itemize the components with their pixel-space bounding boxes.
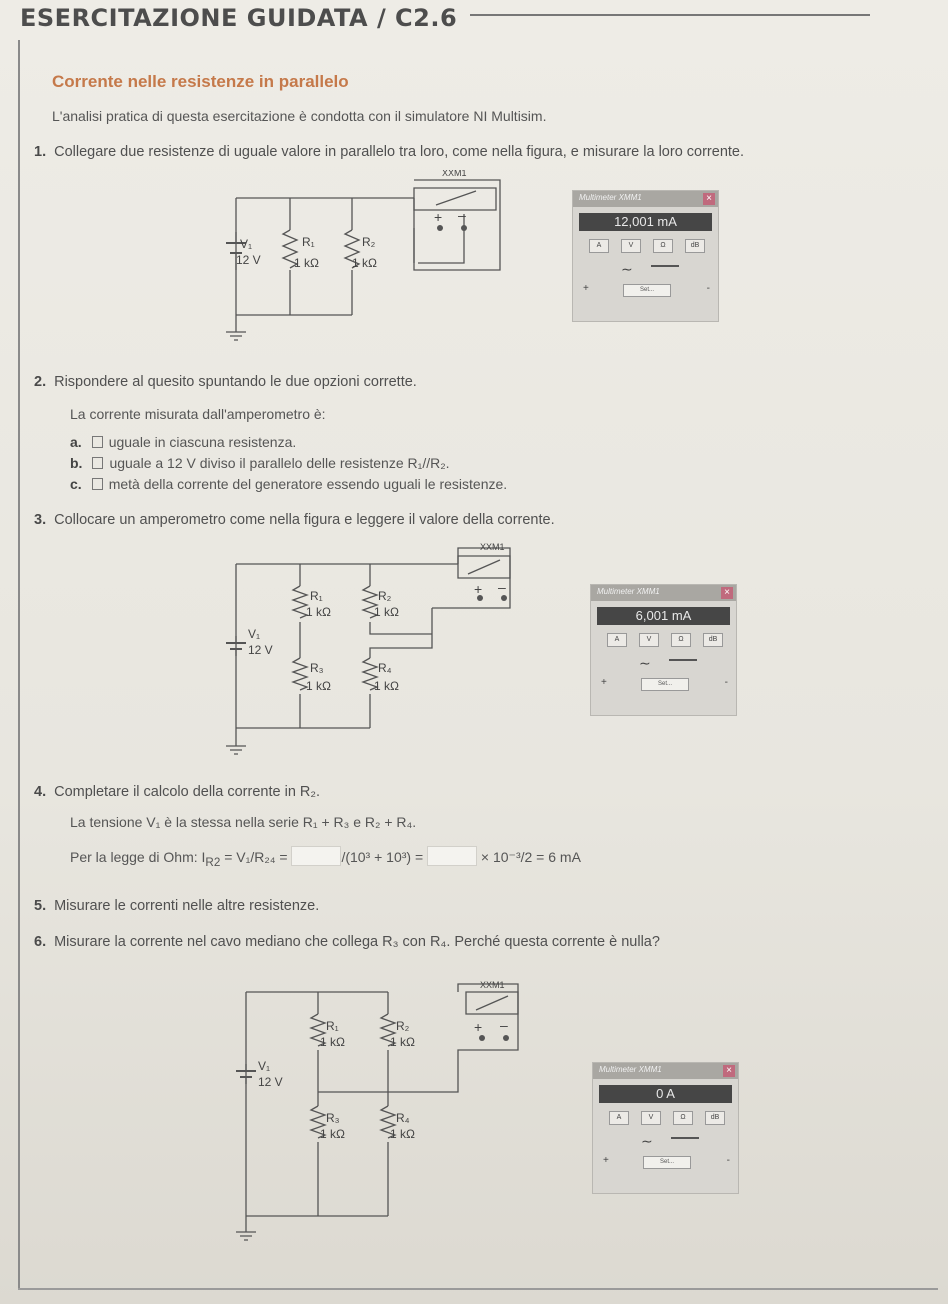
question-5-number: 5.: [34, 898, 47, 914]
circuit-2-r3-value: 1 kΩ: [306, 679, 331, 693]
ac-wave-icon[interactable]: ∼: [639, 655, 651, 671]
ohm-mode-button[interactable]: Ω: [673, 1111, 693, 1125]
circuit-2-r4-value: 1 kΩ: [374, 679, 399, 693]
circuit-2-source-name: V₁: [248, 627, 261, 641]
circuit-3-r2-value: 1 kΩ: [390, 1035, 415, 1049]
circuit-1-r2-label: R₂: [362, 235, 376, 249]
left-margin-rule: [18, 40, 20, 1290]
multimeter-1-mode-buttons: [585, 239, 707, 253]
intro-text: L'analisi pratica di questa esercitazione è condotta con il simulatore NI Multisim.: [52, 108, 547, 124]
option-c-checkbox[interactable]: [92, 478, 103, 490]
bottom-rule: [18, 1288, 938, 1290]
circuit-3-meter-label: XXM1: [480, 980, 505, 990]
multimeter-3-mode-buttons: [605, 1111, 727, 1125]
ampere-mode-button[interactable]: A: [589, 239, 609, 253]
circuit-2-minus: –: [498, 579, 506, 595]
circuit-1-plus: +: [434, 209, 443, 225]
circuit-2-source-value: 12 V: [248, 643, 273, 657]
circuit-2-meter-label: XXM1: [480, 542, 505, 552]
circuit-diagram-1: [190, 170, 520, 360]
option-c-text: metà della corrente del generatore essendo uguali le resistenze.: [108, 476, 508, 492]
circuit-1-r2-value: 1 kΩ: [352, 256, 377, 270]
multimeter-3-titlebar: [593, 1063, 738, 1079]
ampere-mode-button[interactable]: A: [607, 633, 627, 647]
answer-blank-2[interactable]: [427, 846, 477, 866]
circuit-2-r2-label: R₂: [378, 589, 392, 603]
circuit-2-r2-value: 1 kΩ: [374, 605, 399, 619]
question-1-number: 1.: [34, 144, 47, 160]
circuit-2-plus: +: [474, 581, 483, 597]
circuit-3-r1-label: R₁: [326, 1019, 339, 1033]
multimeter-2-plus-terminal: +: [601, 677, 607, 688]
circuit-1-r1-label: R₁: [302, 235, 315, 249]
circuit-3-r4-label: R₄: [396, 1111, 410, 1125]
question-2-text: Rispondere al quesito spuntando le due opzioni corrette.: [54, 374, 417, 390]
volt-mode-button[interactable]: V: [641, 1111, 661, 1125]
question-3: [34, 512, 555, 528]
circuit-3-r3-label: R₃: [326, 1111, 340, 1125]
ohm-law-prefix: Per la legge di Ohm: I: [70, 849, 206, 865]
multimeter-panel-1: [572, 190, 719, 322]
option-c: [70, 476, 507, 492]
multimeter-2-reading: 6,001 mA: [597, 607, 730, 625]
ohm-law-subscript: R2: [205, 855, 221, 869]
circuit-3-r2-label: R₂: [396, 1019, 410, 1033]
page-header-title: ESERCITAZIONE GUIDATA / C2.6: [20, 4, 458, 32]
circuit-1-source-value: 12 V: [236, 253, 261, 267]
db-mode-button[interactable]: dB: [685, 239, 705, 253]
multimeter-1-titlebar: [573, 191, 718, 207]
circuit-1-meter-label: XXM1: [442, 170, 467, 178]
multimeter-1-reading: 12,001 mA: [579, 213, 712, 231]
circuit-2-r4-label: R₄: [378, 661, 392, 675]
question-2-prompt: La corrente misurata dall'amperometro è:: [70, 406, 326, 422]
close-icon[interactable]: ×: [703, 193, 715, 205]
question-3-text: Collocare un amperometro come nella figura e leggere il valore della corrente.: [54, 512, 555, 528]
header-rule: [470, 14, 870, 16]
multimeter-2-mode-buttons: [603, 633, 725, 647]
ac-wave-icon[interactable]: ∼: [641, 1133, 653, 1149]
option-b-checkbox[interactable]: [92, 457, 103, 469]
dc-line-icon[interactable]: [651, 265, 679, 267]
multimeter-2-set-button[interactable]: Set...: [641, 678, 689, 691]
option-a-text: uguale in ciascuna resistenza.: [108, 434, 297, 450]
option-b: [70, 455, 450, 471]
circuit-1-minus: –: [458, 207, 466, 223]
db-mode-button[interactable]: dB: [703, 633, 723, 647]
multimeter-panel-3: [592, 1062, 739, 1194]
db-mode-button[interactable]: dB: [705, 1111, 725, 1125]
circuit-3-minus: –: [500, 1017, 508, 1033]
question-4-text: Completare il calcolo della corrente in R₂.: [54, 784, 321, 800]
close-icon[interactable]: ×: [723, 1065, 735, 1077]
question-6-number: 6.: [34, 934, 47, 950]
volt-mode-button[interactable]: V: [621, 239, 641, 253]
circuit-2-r1-value: 1 kΩ: [306, 605, 331, 619]
ac-wave-icon[interactable]: ∼: [621, 261, 633, 277]
multimeter-3-title: Multimeter XMM1: [599, 1065, 662, 1074]
circuit-3-r1-value: 1 kΩ: [320, 1035, 345, 1049]
circuit-3-source-name: V₁: [258, 1059, 271, 1073]
circuit-3-r4-value: 1 kΩ: [390, 1127, 415, 1141]
option-c-letter: c.: [70, 476, 82, 492]
ohm-mode-button[interactable]: Ω: [653, 239, 673, 253]
question-6: [34, 934, 660, 950]
circuit-3-plus: +: [474, 1019, 483, 1035]
question-2-number: 2.: [34, 374, 47, 390]
option-b-text: uguale a 12 V diviso il parallelo delle resistenze R₁//R₂.: [109, 455, 450, 471]
multimeter-1-minus-terminal: -: [706, 283, 710, 294]
volt-mode-button[interactable]: V: [639, 633, 659, 647]
question-5-text: Misurare le correnti nelle altre resistenze.: [54, 898, 320, 914]
circuit-diagram-2: [210, 538, 540, 770]
question-5: [34, 898, 319, 914]
multimeter-2-title: Multimeter XMM1: [597, 587, 660, 596]
circuit-2-r1-label: R₁: [310, 589, 323, 603]
question-4-number: 4.: [34, 784, 47, 800]
ohm-law-result: × 10⁻³/2 = 6 mA: [480, 849, 581, 865]
section-title: Corrente nelle resistenze in parallelo: [52, 72, 349, 91]
close-icon[interactable]: ×: [721, 587, 733, 599]
circuit-1-r1-value: 1 kΩ: [294, 256, 319, 270]
ohm-law-middle: = V₁/R₂₄ =: [220, 849, 292, 865]
question-6-text: Misurare la corrente nel cavo mediano che collega R₃ con R₄. Perché questa corrente è nulla?: [54, 934, 660, 950]
option-b-letter: b.: [70, 455, 83, 471]
circuit-3-r3-value: 1 kΩ: [320, 1127, 345, 1141]
multimeter-2-titlebar: [591, 585, 736, 601]
circuit-2-r3-label: R₃: [310, 661, 324, 675]
question-1-text: Collegare due resistenze di uguale valore in parallelo tra loro, come nella figura, e misurare la loro corrente.: [54, 144, 745, 160]
option-a: [70, 434, 296, 450]
multimeter-panel-2: [590, 584, 737, 716]
option-a-checkbox[interactable]: [92, 436, 103, 448]
question-4: [34, 784, 320, 800]
circuit-diagram-3: [218, 966, 548, 1258]
dc-line-icon[interactable]: [671, 1137, 699, 1139]
multimeter-1-title: Multimeter XMM1: [579, 193, 642, 202]
multimeter-2-minus-terminal: -: [724, 677, 728, 688]
option-a-letter: a.: [70, 434, 82, 450]
multimeter-3-set-button[interactable]: Set...: [643, 1156, 691, 1169]
multimeter-1-set-button[interactable]: Set...: [623, 284, 671, 297]
question-3-number: 3.: [34, 512, 47, 528]
dc-line-icon[interactable]: [669, 659, 697, 661]
ampere-mode-button[interactable]: A: [609, 1111, 629, 1125]
question-2: [34, 374, 417, 390]
question-4-line-1: La tensione V₁ è la stessa nella serie R₁ + R₃ e R₂ + R₄.: [70, 814, 417, 830]
ohm-mode-button[interactable]: Ω: [671, 633, 691, 647]
circuit-3-source-value: 12 V: [258, 1075, 283, 1089]
multimeter-1-plus-terminal: +: [583, 283, 589, 294]
question-1: [34, 144, 744, 160]
answer-blank-1[interactable]: [291, 846, 341, 866]
multimeter-3-plus-terminal: +: [603, 1155, 609, 1166]
ohm-law-denominator: /(10³ + 10³) =: [341, 849, 428, 865]
question-4-line-2: [70, 846, 581, 869]
circuit-1-source-name: V₁: [240, 237, 253, 251]
multimeter-3-minus-terminal: -: [726, 1155, 730, 1166]
multimeter-3-reading: 0 A: [599, 1085, 732, 1103]
